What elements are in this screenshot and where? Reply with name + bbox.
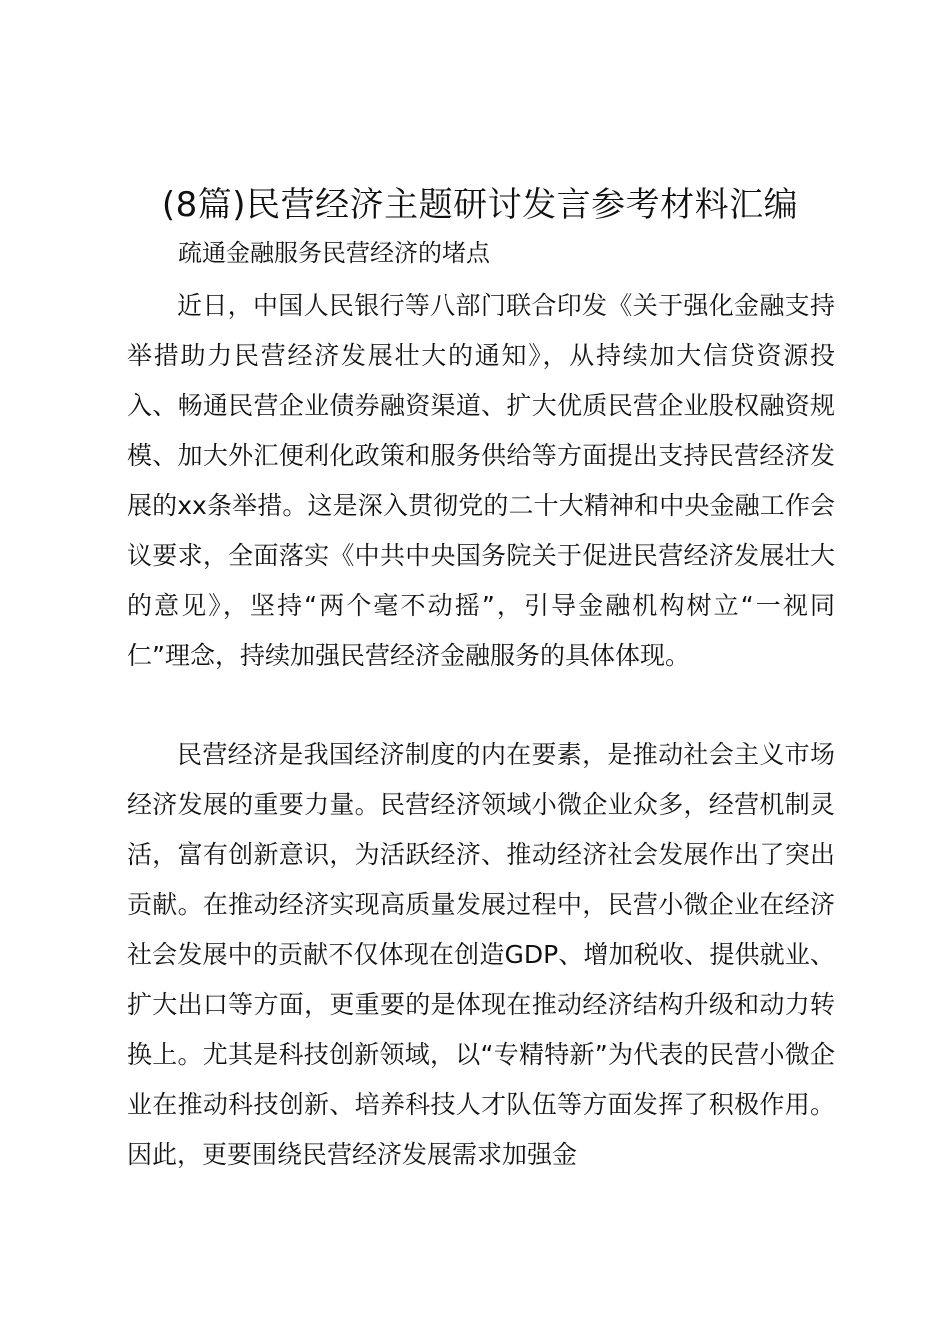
body-paragraph: 民营经济是我国经济制度的内在要素，是推动社会主义市场经济发展的重要力量。民营经济领域小微企业众多，经营机制灵活，富有创新意识，为活跃经济、推动经济社会发展作出了突出贡献。在推动经济实现高质量发展过程中，民营小微企业在经济社会发展中的贡献不仅体现在创造GDP、增加税收、提供就业、扩大出口等方面，更重要的是体现在推动经济结构升级和动力转换上。尤其是科技创新领域，以“专精特新”为代表的民营小微企业在推动科技创新、培养科技人才队伍等方面发挥了积极作用。因此，更要围绕民营经济发展需求加强金 [127, 740, 835, 1169]
body-paragraph: 近日，中国人民银行等八部门联合印发《关于强化金融支持举措助力民营经济发展壮大的通知》，从持续加大信贷资源投入、畅通民营企业债券融资渠道、扩大优质民营企业股权融资规模、加大外汇便利化政策和服务供给等方面提出支持民营经济发展的xx条举措。这是深入贯彻党的二十大精神和中央金融工作会议要求，全面落实《中共中央国务院关于促进民营经济发展壮大的意见》，坚持“两个毫不动摇”，引导金融机构树立“一视同仁”理念，持续加强民营经济金融服务的具体体现。 [127, 291, 835, 670]
document-title: (8篇)民营经济主题研讨发言参考材料汇编 [161, 185, 799, 225]
document-subtitle: 疏通金融服务民营经济的堵点 [178, 239, 490, 267]
